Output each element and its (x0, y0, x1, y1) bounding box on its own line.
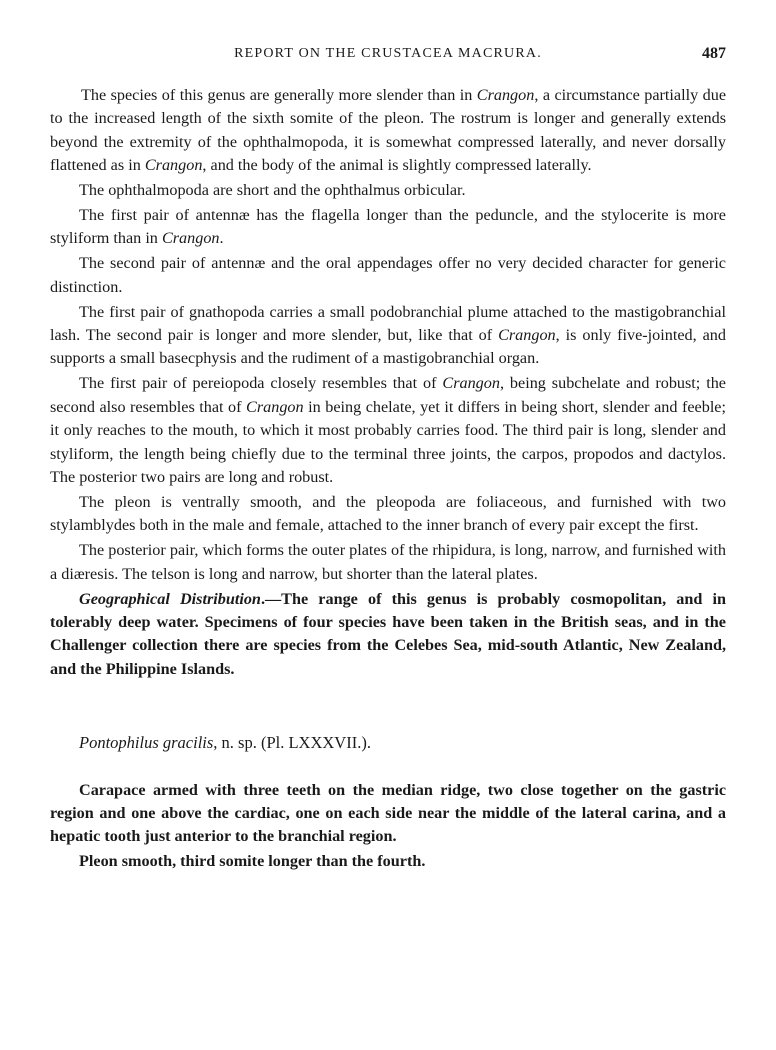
italic-text-run: Crangon (498, 326, 556, 345)
italic-text-run: Crangon (442, 374, 500, 393)
text-run: , a circumstance partially due to the increased length of the sixth somite of the pleon. The rostrum is longer and generally extends beyond the extremity of the ophthalmopoda, it is somewhat compressed laterally, and never dorsally flattened as in (50, 86, 727, 175)
text-run: in being chelate, yet it differs in being short, slender and feeble; it only reaches to the mouth, to which it most probably carries food. The third pair is long, slender and styliform, the length being chiefly due to the terminal three joints, the carpos, propodos and dactylos. The posterior two pairs are long and robust. (50, 397, 726, 486)
italic-text-run: Pontophilus gracilis (79, 733, 214, 753)
text-run: Pleon smooth, third somite longer than the fourth. (79, 852, 426, 871)
paragraph-genus-description (50, 84, 726, 178)
running-head (50, 42, 726, 66)
running-title: REPORT ON THE CRUSTACEA MACRURA. (234, 46, 542, 61)
italic-text-run: Crangon (144, 156, 203, 175)
text-run: The first pair of pereiopoda closely resembles that of (79, 374, 443, 393)
italic-text-run: Geographical Distribution (79, 589, 261, 608)
text-run: . (219, 229, 224, 248)
text-run: The pleon is ventrally smooth, and the pleopoda are foliaceous, and furnished with two stylamblydes both in the male and female, attached to the inner branch of every pair except the first. (50, 492, 726, 535)
text-run: The posterior pair, which forms the outer plates of the rhipidura, is long, narrow, and furnished with a diæresis. The telson is long and narrow, but shorter than the lateral plates. (50, 541, 726, 583)
text-run: , is only five-jointed, and supports a small basecphysis and the rudiment of a mastigobranchial organ. (50, 326, 726, 368)
paragraph-gnathopoda (50, 301, 726, 371)
paragraph-second-antennae (50, 252, 726, 299)
paragraph-carapace (50, 779, 726, 849)
paragraph-posterior-pair (50, 539, 726, 586)
text-run: The ophthalmopoda are short and the ophthalmus orbicular. (79, 181, 466, 200)
italic-text-run: Crangon (161, 229, 220, 248)
text-run: The first pair of antennæ has the flagella longer than the peduncle, and the stylocerite is more styliform than in (50, 206, 726, 248)
text-run: .—The range of this genus is probably cosmopolitan, and in tolerably deep water. Specimens of four species have been taken in the British seas, and in the Challenger collection there are species from the Celebes Sea, mid-south Atlantic, New Zealand, and the Philippine Islands. (50, 589, 726, 678)
paragraph-first-antennae (50, 204, 726, 251)
paragraph-pleon (50, 491, 726, 538)
paragraph-ophthalmopoda (50, 179, 726, 202)
italic-text-run: Crangon (246, 397, 304, 416)
page-number: 487 (702, 45, 726, 62)
text-run: The second pair of antennæ and the oral appendages offer no very decided character for generic distinction. (50, 254, 726, 296)
text-run: , n. sp. (Pl. LXXXVII.). (213, 733, 371, 753)
paragraph-pereiopoda (50, 372, 726, 489)
italic-text-run: Crangon (476, 86, 535, 104)
species-heading (50, 731, 726, 754)
paragraph-geographical-distribution (50, 588, 726, 682)
body-text (50, 84, 726, 875)
text-run: , and the body of the animal is slightly compressed laterally. (202, 156, 592, 175)
text-run: , being subchelate and robust; the second also resembles that of (50, 374, 726, 416)
text-run: The species of this genus are generally more slender than in (81, 86, 477, 104)
text-run: Carapace armed with three teeth on the median ridge, two close together on the gastric region and one above the cardiac, one on each side near the middle of the lateral carina, and a hepatic tooth just anterior to the branchial region. (50, 780, 726, 846)
paragraph-pleon-smooth (50, 850, 726, 873)
text-run: The first pair of gnathopoda carries a small podobranchial plume attached to the mastigobranchial lash. The second pair is longer and more slender, but, like that of (50, 302, 726, 345)
